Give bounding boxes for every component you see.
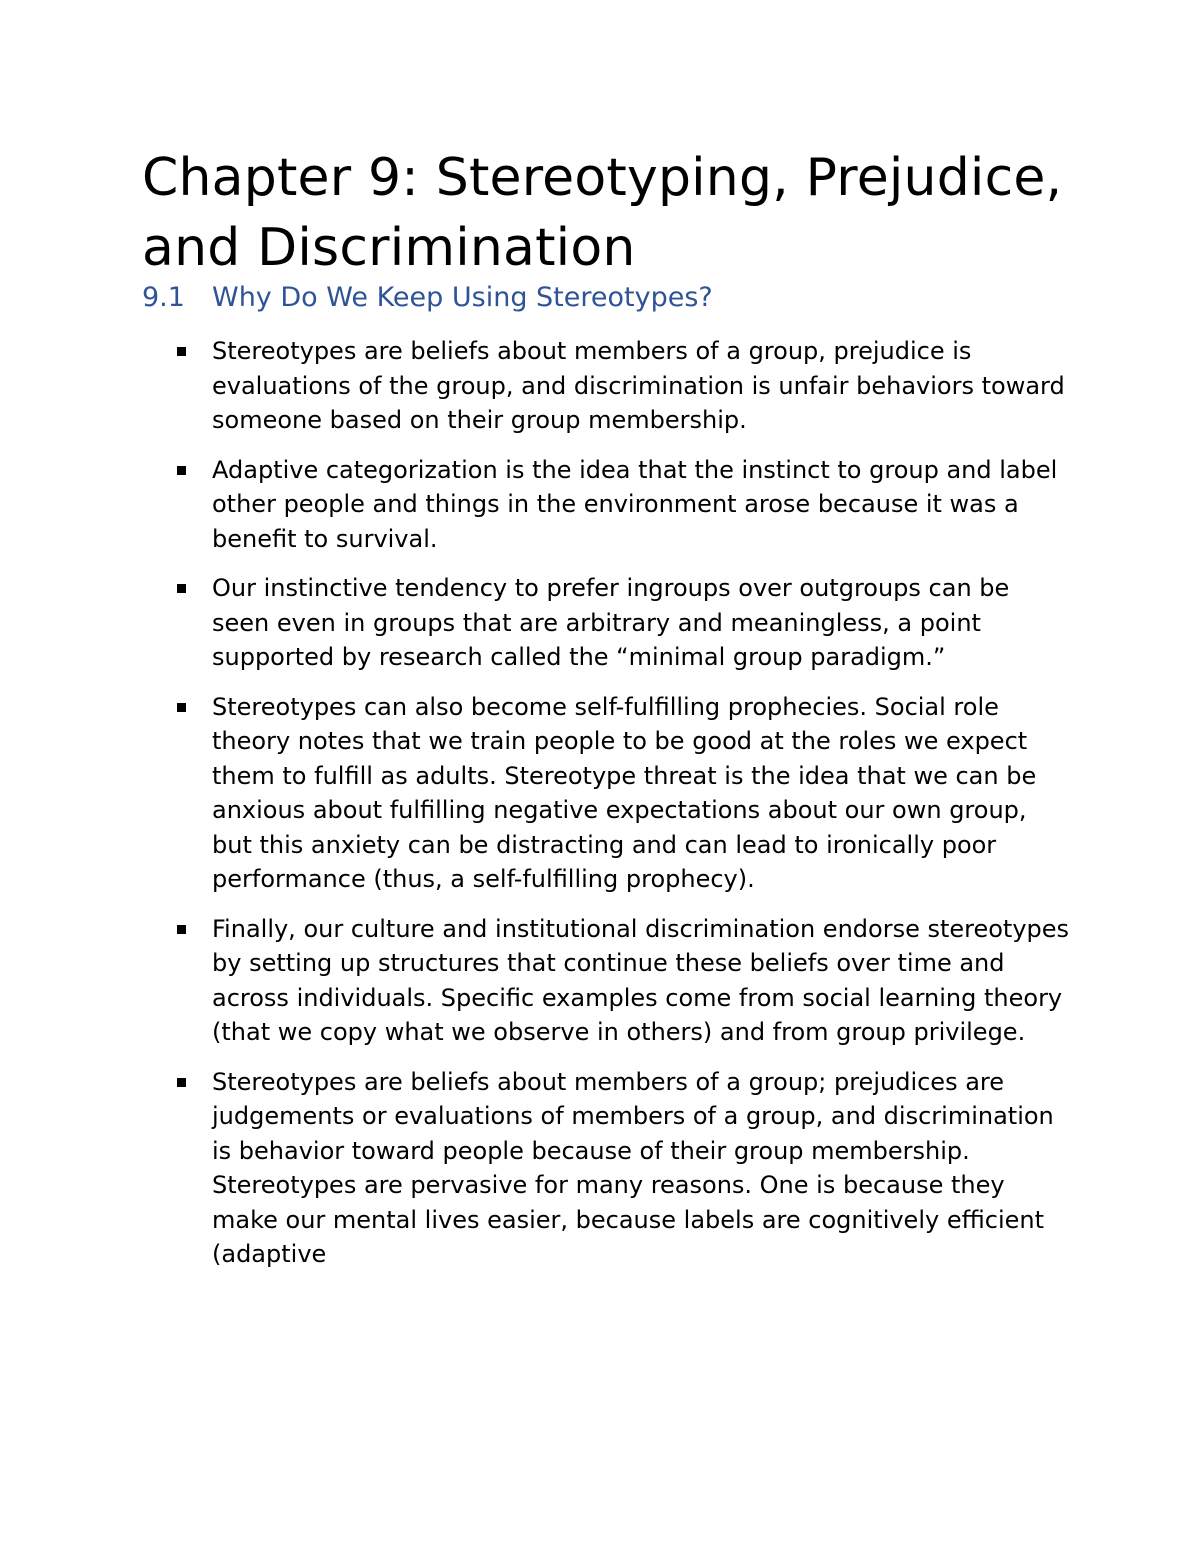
square-bullet-icon xyxy=(177,703,186,712)
list-item-text: Stereotypes are beliefs about members of a group; prejudices are judgements or evaluations of members of a group, and discrimination is behavior toward people because of their group membership. Stereotypes are pervasive for many reasons. One is because they make our mental lives easier, because labels are cognitively efficient (adaptive xyxy=(212,1067,1054,1268)
list-item xyxy=(0,334,1200,438)
list-item-text: Our instinctive tendency to prefer ingroups over outgroups can be seen even in groups that are arbitrary and meaningless, a point supported by research called the “minimal group paradigm.” xyxy=(212,574,1010,671)
list-item xyxy=(0,690,1200,897)
list-item-text: Stereotypes are beliefs about members of a group, prejudice is evaluations of the group, and discrimination is unfair behaviors toward someone based on their group membership. xyxy=(212,337,1065,434)
list-item-text: Finally, our culture and institutional discrimination endorse stereotypes by setting up structures that continue these beliefs over time and across individuals. Specific examples come from social learning theory (that we copy what we observe in others) and from group privilege. xyxy=(212,914,1070,1046)
section-heading xyxy=(142,280,713,316)
section-heading-text: Why Do We Keep Using Stereotypes? xyxy=(212,282,713,313)
chapter-title: Chapter 9: Stereotyping, Prejudice, and Discrimination xyxy=(142,148,1063,278)
list-item xyxy=(0,571,1200,675)
square-bullet-icon xyxy=(177,584,186,593)
list-item xyxy=(0,912,1200,1050)
list-item xyxy=(0,453,1200,557)
section-number: 9.1 xyxy=(142,282,185,313)
square-bullet-icon xyxy=(177,347,186,356)
square-bullet-icon xyxy=(177,466,186,475)
list-item-text: Stereotypes can also become self-fulfilling prophecies. Social role theory notes that we train people to be good at the roles we expect them to fulfill as adults. Stereotype threat is the idea that we can be anxious about fulfilling negative expectations about our own group, but this anxiety can be distracting and can lead to ironically poor performance (thus, a self-fulfilling prophecy). xyxy=(212,692,1037,893)
list-item xyxy=(0,1065,1200,1272)
list-item-text: Adaptive categorization is the idea that the instinct to group and label other people and things in the environment arose because it was a benefit to survival. xyxy=(212,455,1058,553)
bullet-list xyxy=(0,334,1200,1287)
square-bullet-icon xyxy=(177,925,186,934)
square-bullet-icon xyxy=(177,1078,186,1087)
